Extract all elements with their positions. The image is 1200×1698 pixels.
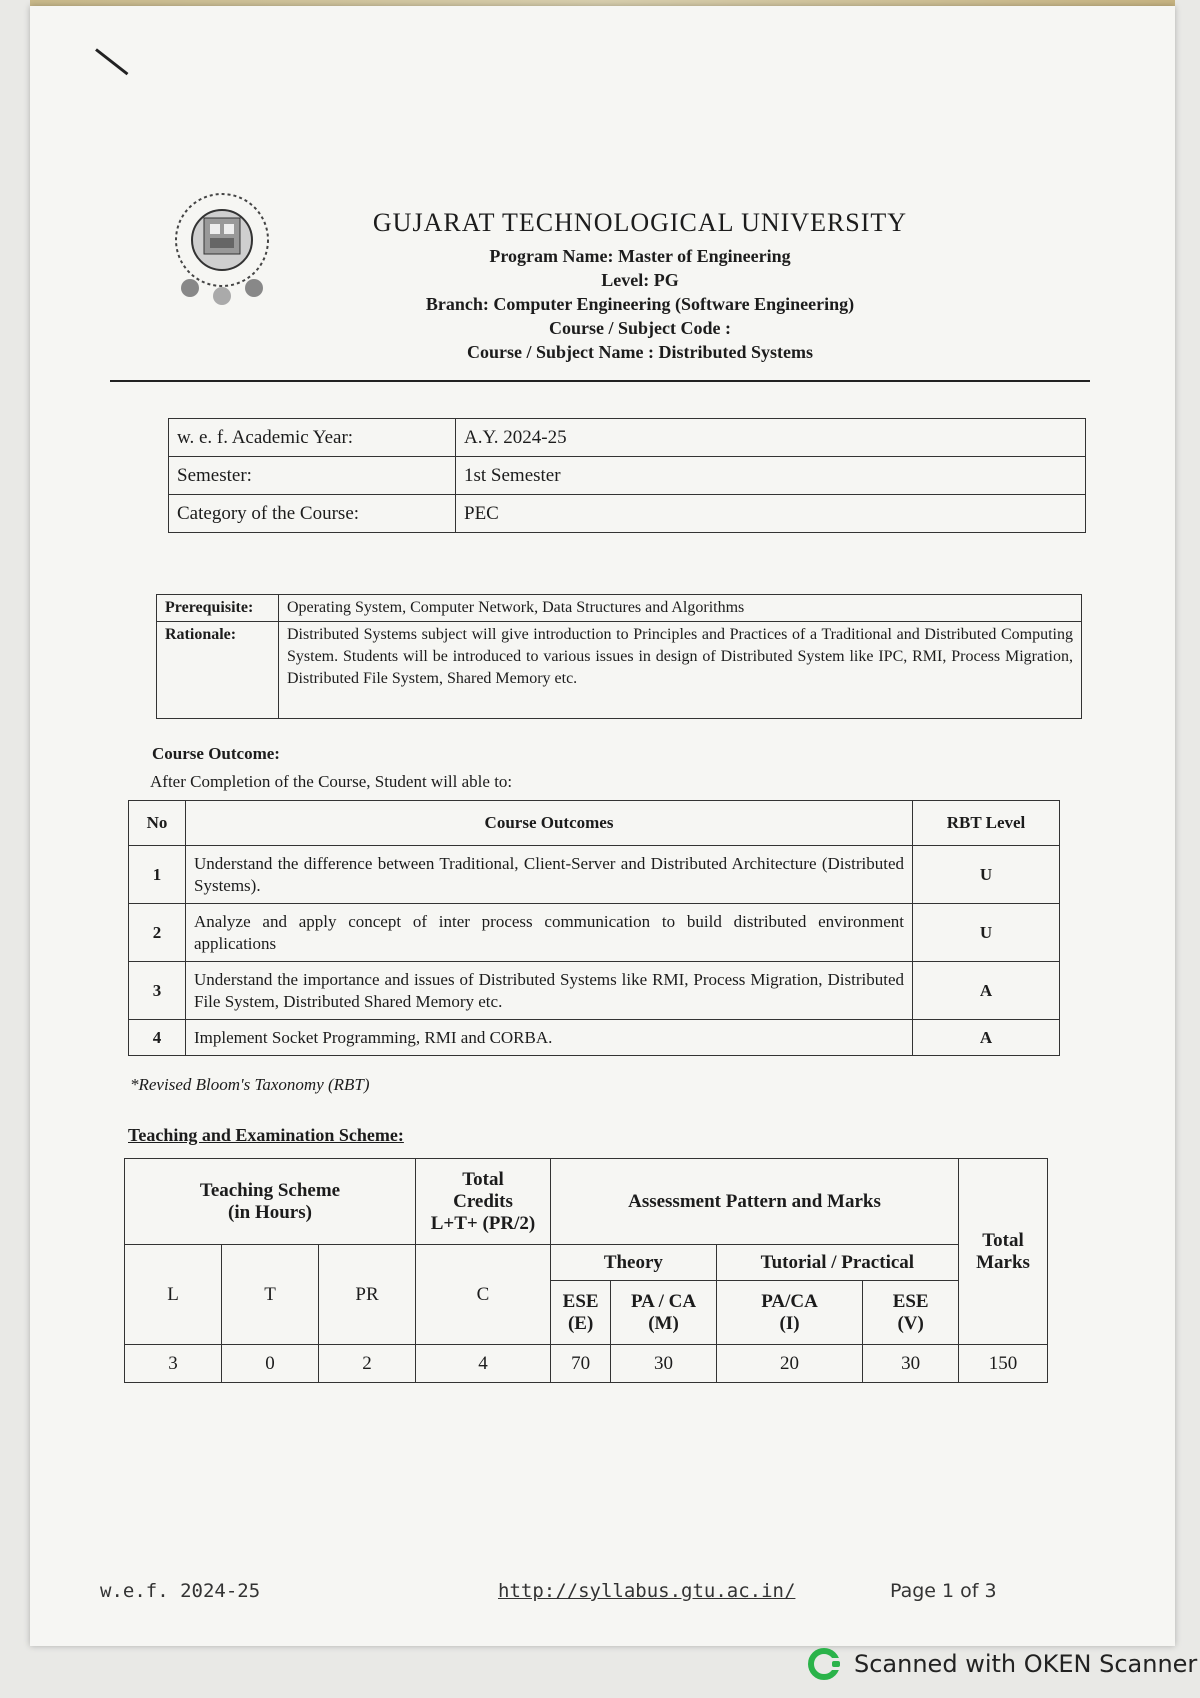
col-ese-e — [551, 1281, 611, 1345]
outcome-text: Understand the importance and issues of Distributed Systems like RMI, Process Migration, Distributed File System, Distributed Shared Memory etc. — [186, 962, 913, 1020]
document-header — [330, 208, 950, 364]
col-pr: PR — [319, 1245, 416, 1345]
marks-label: Marks — [976, 1251, 1030, 1273]
branch: Branch: Computer Engineering (Software Engineering) — [425, 294, 855, 314]
pa-code: (I) — [779, 1312, 800, 1334]
outcome-rbt: U — [913, 846, 1060, 904]
table-row — [129, 904, 1060, 962]
rationale-label: Rationale: — [157, 622, 279, 719]
col-pa-m — [611, 1281, 716, 1345]
col-t: T — [222, 1245, 319, 1345]
ese-label: ESE — [562, 1290, 599, 1312]
course-outcome-subheading: After Completion of the Course, Student will able to: — [150, 772, 513, 791]
outcome-rbt: A — [913, 962, 1060, 1020]
prerequisite-value: Operating System, Computer Network, Data Structures and Algorithms — [279, 595, 1082, 622]
table-row — [169, 495, 1086, 533]
credits-label: Total — [462, 1168, 504, 1190]
table-row — [169, 457, 1086, 495]
course-outcome-heading: Course Outcome: — [152, 744, 280, 763]
meta-value: 1st Semester — [456, 457, 1086, 495]
prerequisite-label: Prerequisite: — [157, 595, 279, 622]
level: Level: PG — [601, 270, 679, 290]
scheme-heading: Teaching and Examination Scheme: — [128, 1125, 404, 1145]
subject-code: Course / Subject Code : — [549, 318, 731, 338]
meta-label: Semester: — [169, 457, 456, 495]
ese-code: (E) — [567, 1312, 594, 1334]
ese-code: (V) — [897, 1312, 924, 1334]
header-divider — [110, 380, 1090, 382]
pa-label: PA/CA — [761, 1290, 818, 1312]
table-row — [157, 595, 1082, 622]
value-t: 0 — [222, 1345, 319, 1383]
subject-name: Course / Subject Name : Distributed Systems — [467, 342, 813, 362]
teaching-scheme-sub: (in Hours) — [228, 1201, 312, 1223]
meta-label: w. e. f. Academic Year: — [169, 419, 456, 457]
theory-header: Theory — [551, 1245, 717, 1281]
col-l: L — [125, 1245, 222, 1345]
total-marks-header — [959, 1159, 1048, 1345]
ese-label: ESE — [892, 1290, 929, 1312]
pa-label: PA / CA — [630, 1290, 697, 1312]
table-header-row — [125, 1245, 1048, 1281]
column-header-rbt: RBT Level — [913, 801, 1060, 846]
rbt-note: *Revised Bloom's Taxonomy (RBT) — [130, 1075, 370, 1094]
credits-label-2: Credits — [453, 1190, 513, 1212]
table-header-row — [125, 1159, 1048, 1245]
footer-page-number: Page 1 of 3 — [890, 1580, 997, 1602]
value-ese-v: 30 — [863, 1345, 959, 1383]
total-label: Total — [982, 1229, 1024, 1251]
value-l: 3 — [125, 1345, 222, 1383]
scanner-watermark — [808, 1646, 1197, 1682]
credits-formula: L+T+ (PR/2) — [430, 1212, 536, 1234]
footer-wef: w.e.f. 2024-25 — [100, 1580, 261, 1602]
outcome-text: Understand the difference between Traditional, Client-Server and Distributed Architecture (Distributed Systems). — [186, 846, 913, 904]
value-pa-m: 30 — [611, 1345, 716, 1383]
outcome-no: 1 — [129, 846, 186, 904]
university-logo-icon — [168, 188, 276, 308]
outcome-rbt: U — [913, 904, 1060, 962]
column-header-no: No — [129, 801, 186, 846]
teaching-scheme-table — [124, 1158, 1048, 1383]
col-c: C — [416, 1245, 551, 1345]
table-row — [157, 622, 1082, 719]
teaching-scheme-label: Teaching Scheme — [199, 1179, 341, 1201]
assessment-header: Assessment Pattern and Marks — [551, 1159, 959, 1245]
meta-value: A.Y. 2024-25 — [456, 419, 1086, 457]
credits-header — [416, 1159, 551, 1245]
prerequisite-table — [156, 594, 1082, 719]
teaching-scheme-header — [125, 1159, 416, 1245]
meta-label: Category of the Course: — [169, 495, 456, 533]
table-row — [129, 846, 1060, 904]
outcome-no: 2 — [129, 904, 186, 962]
course-meta-table — [168, 418, 1086, 533]
tutorial-header: Tutorial / Practical — [716, 1245, 958, 1281]
oken-scanner-icon — [808, 1646, 844, 1682]
scanner-text: Scanned with OKEN Scanner — [854, 1650, 1198, 1678]
table-row — [169, 419, 1086, 457]
course-outcome-table — [128, 800, 1060, 1056]
value-c: 4 — [416, 1345, 551, 1383]
table-header-row — [129, 801, 1060, 846]
footer-url-link[interactable]: http://syllabus.gtu.ac.in/ — [498, 1580, 796, 1602]
col-pa-i — [716, 1281, 863, 1345]
meta-value: PEC — [456, 495, 1086, 533]
rationale-value: Distributed Systems subject will give introduction to Principles and Practices of a Traditional and Distributed Computing System. Students will be introduced to various issues in design of Distributed System like IPC, RMI, Process Migration, Distributed File System, Shared Memory etc. — [279, 622, 1082, 719]
outcome-rbt: A — [913, 1020, 1060, 1056]
value-pr: 2 — [319, 1345, 416, 1383]
col-ese-v — [863, 1281, 959, 1345]
program-name: Program Name: Master of Engineering — [489, 246, 791, 266]
column-header-outcomes: Course Outcomes — [186, 801, 913, 846]
value-pa-i: 20 — [716, 1345, 863, 1383]
table-row — [129, 1020, 1060, 1056]
value-ese-e: 70 — [551, 1345, 611, 1383]
table-row — [125, 1345, 1048, 1383]
value-total: 150 — [959, 1345, 1048, 1383]
pa-code: (M) — [648, 1312, 679, 1334]
outcome-no: 3 — [129, 962, 186, 1020]
outcome-text: Analyze and apply concept of inter process communication to build distributed environment applications — [186, 904, 913, 962]
outcome-text: Implement Socket Programming, RMI and CORBA. — [186, 1020, 913, 1056]
outcome-no: 4 — [129, 1020, 186, 1056]
university-name: GUJARAT TECHNOLOGICAL UNIVERSITY — [372, 208, 908, 237]
table-row — [129, 962, 1060, 1020]
